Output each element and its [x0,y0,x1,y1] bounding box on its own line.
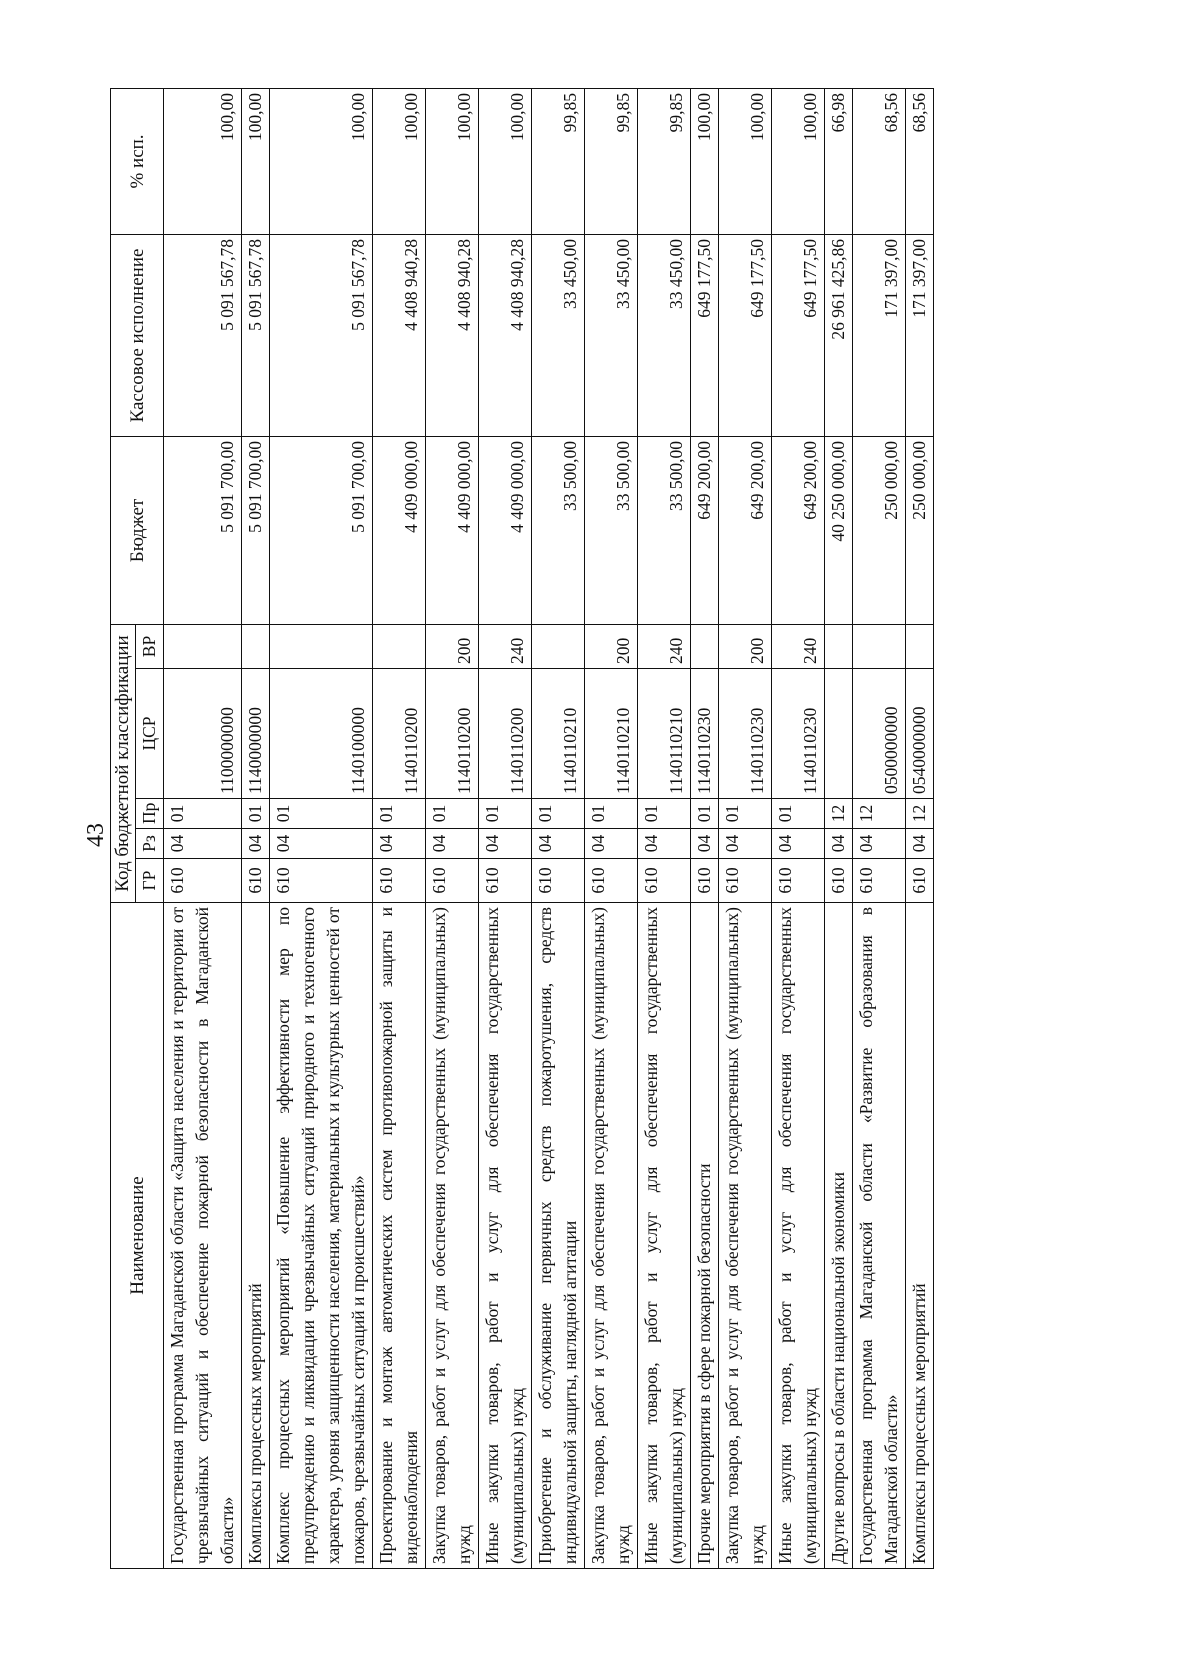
row-gr: 610 [270,859,373,903]
table-row [373,88,426,1568]
row-name: Иные закупки товаров, работ и услуг для обеспечения государственных (муниципальных) нужд [772,903,825,1569]
row-csr: 1140110210 [585,669,638,799]
row-rz: 04 [532,829,585,859]
row-percent: 100,00 [479,88,532,234]
page-number: 43 [83,823,109,847]
header-cash: Кассовое исполнение [111,234,164,436]
row-cash: 33 450,00 [532,234,585,436]
row-cash: 5 091 567,78 [164,234,242,436]
row-pr: 01 [426,799,479,829]
row-budget: 33 500,00 [532,436,585,624]
row-percent: 100,00 [719,88,772,234]
row-budget: 649 200,00 [772,436,825,624]
row-rz: 04 [691,829,719,859]
table-row [426,88,479,1568]
row-budget: 250 000,00 [906,436,934,624]
row-pr: 01 [719,799,772,829]
row-csr: 1140110210 [638,669,691,799]
table-row [691,88,719,1568]
row-cash: 26 961 425,86 [825,234,853,436]
row-percent: 99,85 [585,88,638,234]
row-gr: 610 [906,859,934,903]
row-percent: 100,00 [242,88,270,234]
row-percent: 100,00 [164,88,242,234]
row-percent: 68,56 [853,88,906,234]
row-vr: 240 [638,624,691,668]
row-csr: 0540000000 [906,669,934,799]
row-gr: 610 [638,859,691,903]
row-budget: 4 409 000,00 [373,436,426,624]
row-pr: 01 [772,799,825,829]
row-budget: 250 000,00 [853,436,906,624]
row-percent: 68,56 [906,88,934,234]
row-gr: 610 [532,859,585,903]
row-rz: 04 [906,829,934,859]
table-row [638,88,691,1568]
row-vr [691,624,719,668]
row-cash: 171 397,00 [853,234,906,436]
row-percent: 66,98 [825,88,853,234]
row-gr: 610 [853,859,906,903]
row-gr: 610 [825,859,853,903]
row-vr [242,624,270,668]
row-rz: 04 [853,829,906,859]
row-csr: 0500000000 [853,669,906,799]
table-row [772,88,825,1568]
row-vr [270,624,373,668]
row-budget: 33 500,00 [585,436,638,624]
table-body [164,88,934,1568]
row-budget: 5 091 700,00 [270,436,373,624]
row-cash: 649 177,50 [719,234,772,436]
table-row [242,88,270,1568]
row-pr: 01 [164,799,242,829]
row-vr: 200 [719,624,772,668]
header-name: Наименование [111,903,164,1569]
row-vr [853,624,906,668]
table-row [853,88,906,1568]
row-gr: 610 [164,859,242,903]
row-pr: 01 [532,799,585,829]
header-csr: ЦСР [136,669,164,799]
row-pr: 01 [479,799,532,829]
row-vr: 240 [479,624,532,668]
row-rz: 04 [719,829,772,859]
row-budget: 5 091 700,00 [242,436,270,624]
row-name: Государственная программа Магаданской области «Развитие образования в Магаданской области» [853,903,906,1569]
row-vr [532,624,585,668]
row-csr: 1140110200 [479,669,532,799]
row-name: Закупка товаров, работ и услуг для обеспечения государственных (муниципальных) нужд [426,903,479,1569]
row-percent: 99,85 [532,88,585,234]
row-name: Иные закупки товаров, работ и услуг для обеспечения государственных (муниципальных) нужд [479,903,532,1569]
header-gr: ГР [136,859,164,903]
row-percent: 100,00 [373,88,426,234]
row-cash: 5 091 567,78 [242,234,270,436]
row-pr: 12 [906,799,934,829]
row-gr: 610 [691,859,719,903]
row-gr: 610 [479,859,532,903]
row-csr: 1140110210 [532,669,585,799]
row-pr: 01 [691,799,719,829]
table-row [906,88,934,1568]
row-rz: 04 [479,829,532,859]
row-name: Комплексы процессных мероприятий [242,903,270,1569]
table-row [532,88,585,1568]
row-gr: 610 [426,859,479,903]
row-name: Другие вопросы в области национальной экономики [825,903,853,1569]
row-name: Комплексы процессных мероприятий [906,903,934,1569]
row-rz: 04 [585,829,638,859]
row-name: Закупка товаров, работ и услуг для обеспечения государственных (муниципальных) нужд [719,903,772,1569]
row-cash: 33 450,00 [585,234,638,436]
row-cash: 33 450,00 [638,234,691,436]
row-budget: 4 409 000,00 [479,436,532,624]
row-cash: 649 177,50 [691,234,719,436]
table-row [585,88,638,1568]
row-cash: 4 408 940,28 [426,234,479,436]
row-rz: 04 [270,829,373,859]
row-gr: 610 [242,859,270,903]
row-gr: 610 [585,859,638,903]
table-row [719,88,772,1568]
row-csr: 1140100000 [270,669,373,799]
table-header [111,88,164,1568]
row-csr: 1140110230 [719,669,772,799]
row-percent: 100,00 [691,88,719,234]
table-row [479,88,532,1568]
row-gr: 610 [719,859,772,903]
row-budget: 33 500,00 [638,436,691,624]
row-name: Государственная программа Магаданской области «Защита населения и территории от чрезвычайных ситуаций и обеспечение пожарной безопасности в Магаданской области» [164,903,242,1569]
row-percent: 100,00 [270,88,373,234]
row-csr: 1100000000 [164,669,242,799]
row-cash: 4 408 940,28 [479,234,532,436]
row-name: Комплекс процессных мероприятий «Повышение эффективности мер по предупреждению и ликвидации чрезвычайных ситуаций природного и техногенного характера, уровня защищенности населения, материальных и культурных ценностей от пожаров, чрезвычайных ситуаций и происшествий» [270,903,373,1569]
row-pr: 01 [242,799,270,829]
header-percent: % исп. [111,88,164,234]
row-percent: 99,85 [638,88,691,234]
row-vr: 240 [772,624,825,668]
row-gr: 610 [373,859,426,903]
row-pr: 12 [825,799,853,829]
table-row [825,88,853,1568]
row-rz: 04 [825,829,853,859]
row-vr [825,624,853,668]
row-cash: 649 177,50 [772,234,825,436]
row-rz: 04 [373,829,426,859]
header-budget: Бюджет [111,436,164,624]
row-vr [906,624,934,668]
row-name: Проектирование и монтаж автоматических систем противопожарной защиты и видеонаблюдения [373,903,426,1569]
row-rz: 04 [772,829,825,859]
row-pr: 01 [638,799,691,829]
row-cash: 4 408 940,28 [373,234,426,436]
header-rz: Рз [136,829,164,859]
row-csr: 1140110230 [772,669,825,799]
row-budget: 5 091 700,00 [164,436,242,624]
row-vr: 200 [585,624,638,668]
row-rz: 04 [242,829,270,859]
row-name: Прочие мероприятия в сфере пожарной безопасности [691,903,719,1569]
row-csr: 1140110200 [426,669,479,799]
row-percent: 100,00 [426,88,479,234]
row-vr [373,624,426,668]
row-csr: 1140110200 [373,669,426,799]
row-vr [164,624,242,668]
row-cash: 5 091 567,78 [270,234,373,436]
row-pr: 01 [585,799,638,829]
row-rz: 04 [164,829,242,859]
row-cash: 171 397,00 [906,234,934,436]
header-pr: Пр [136,799,164,829]
row-name: Закупка товаров, работ и услуг для обеспечения государственных (муниципальных) нужд [585,903,638,1569]
table-row [164,88,242,1568]
row-gr: 610 [772,859,825,903]
row-budget: 4 409 000,00 [426,436,479,624]
row-pr: 01 [270,799,373,829]
row-name: Приобретение и обслуживание первичных средств пожаротушения, средств индивидуальной защиты, наглядной агитации [532,903,585,1569]
row-csr: 1140000000 [242,669,270,799]
row-csr: 1140110230 [691,669,719,799]
row-pr: 01 [373,799,426,829]
row-percent: 100,00 [772,88,825,234]
budget-execution-table [110,88,934,1569]
header-vr: ВР [136,624,164,668]
row-rz: 04 [426,829,479,859]
row-budget: 649 200,00 [719,436,772,624]
header-code-group: Код бюджетной классификации [111,624,136,902]
row-pr: 12 [853,799,906,829]
row-rz: 04 [638,829,691,859]
rotated-page-content [110,89,1032,1569]
row-budget: 649 200,00 [691,436,719,624]
row-csr [825,669,853,799]
table-row [270,88,373,1568]
row-budget: 40 250 000,00 [825,436,853,624]
row-name: Иные закупки товаров, работ и услуг для обеспечения государственных (муниципальных) нужд [638,903,691,1569]
row-vr: 200 [426,624,479,668]
